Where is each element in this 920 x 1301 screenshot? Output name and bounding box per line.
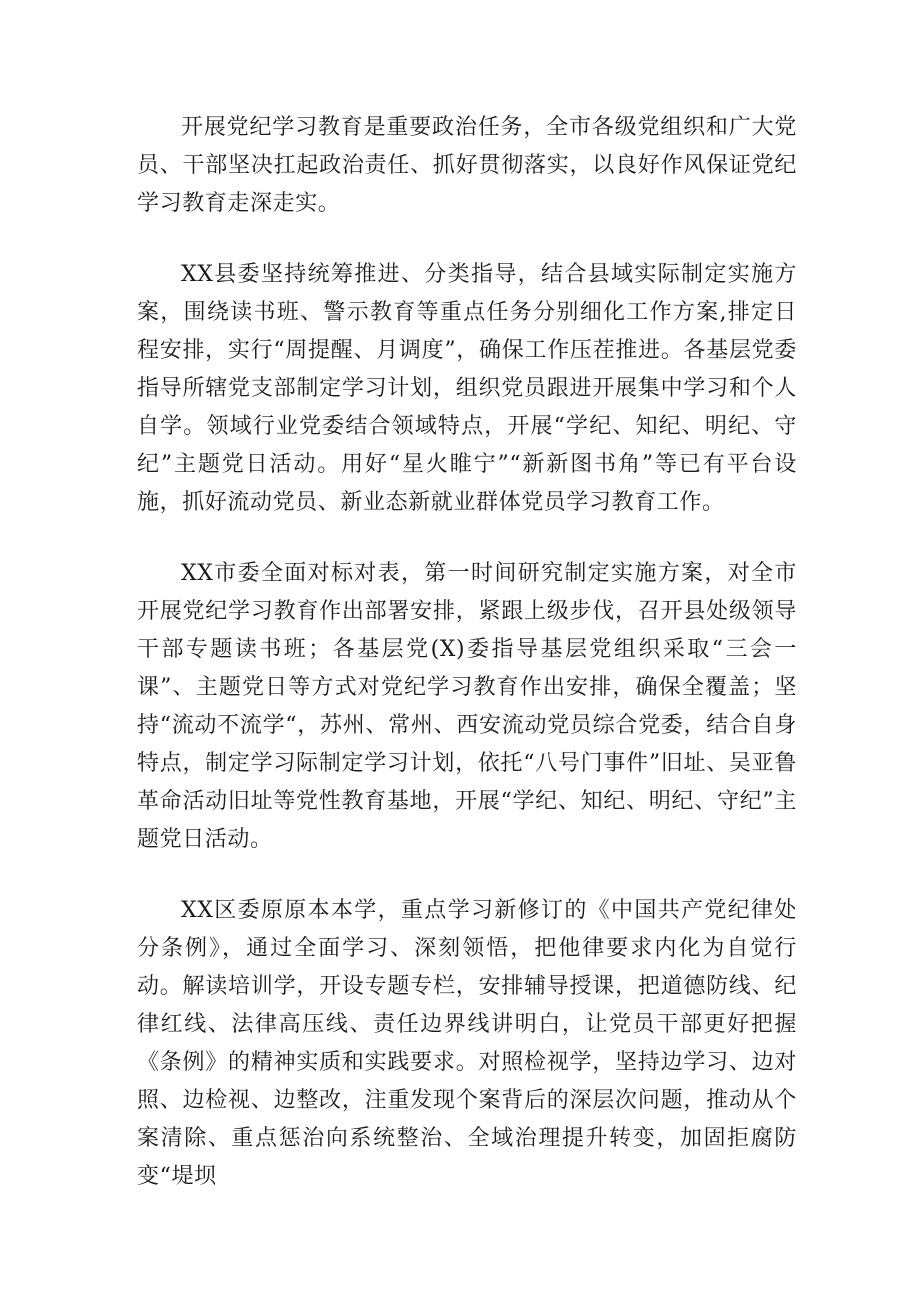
document-body [137,109,797,1196]
paragraph-3: XX市委全面对标对表，第一时间研究制定实施方案，对全市开展党纪学习教育作出部署安排，紧跟上级步伐，召开县处级领导干部专题读书班；各基层党(X)委指导基层党组织采取“三会一课”、主题党日等方式对党纪学习教育作出安排，确保全覆盖；坚持“流动不流学“，苏州、常州、西安流动党员综合党委，结合自身特点，制定学习际制定学习计划，依托“八号门事件”旧址、吴亚鲁革命活动旧址等党性教育基地，开展“学纪、知纪、明纪、守纪”主题党日活动。 [137,561,797,852]
paragraph-4: XX区委原原本本学，重点学习新修订的《中国共产党纪律处分条例》，通过全面学习、深刻领悟，把他律要求内化为自觉行动。解读培训学，开设专题专栏，安排辅导授课，把道德防线、纪律红线、法律高压线、责任边界线讲明白，让党员干部更好把握《条例》的精神实质和实践要求。对照检视学，坚持边学习、边对照、边检视、边整改，注重发现个案背后的深层次问题，推动从个案清除、重点惩治向系统整治、全域治理提升转变，加固拒腐防变“堤坝 [137,898,797,1189]
paragraph-1: 开展党纪学习教育是重要政治任务，全市各级党组织和广大党员、干部坚决扛起政治责任、抓好贯彻落实，以良好作风保证党纪学习教育走深走实。 [137,115,797,216]
paragraph-2: XX县委坚持统筹推进、分类指导，结合县域实际制定实施方案，围绕读书班、警示教育等重点任务分别细化工作方案,排定日程安排，实行“周提醒、月调度”，确保工作压茬推进。各基层党委指导所辖党支部制定学习计划，组织党员跟进开展集中学习和个人自学。领域行业党委结合领域特点，开展“学纪、知纪、明纪、守纪”主题党日活动。用好“星火睢宁”“新新图书角”等已有平台设施，抓好流动党员、新业态新就业群体党员学习教育工作。 [137,262,797,515]
